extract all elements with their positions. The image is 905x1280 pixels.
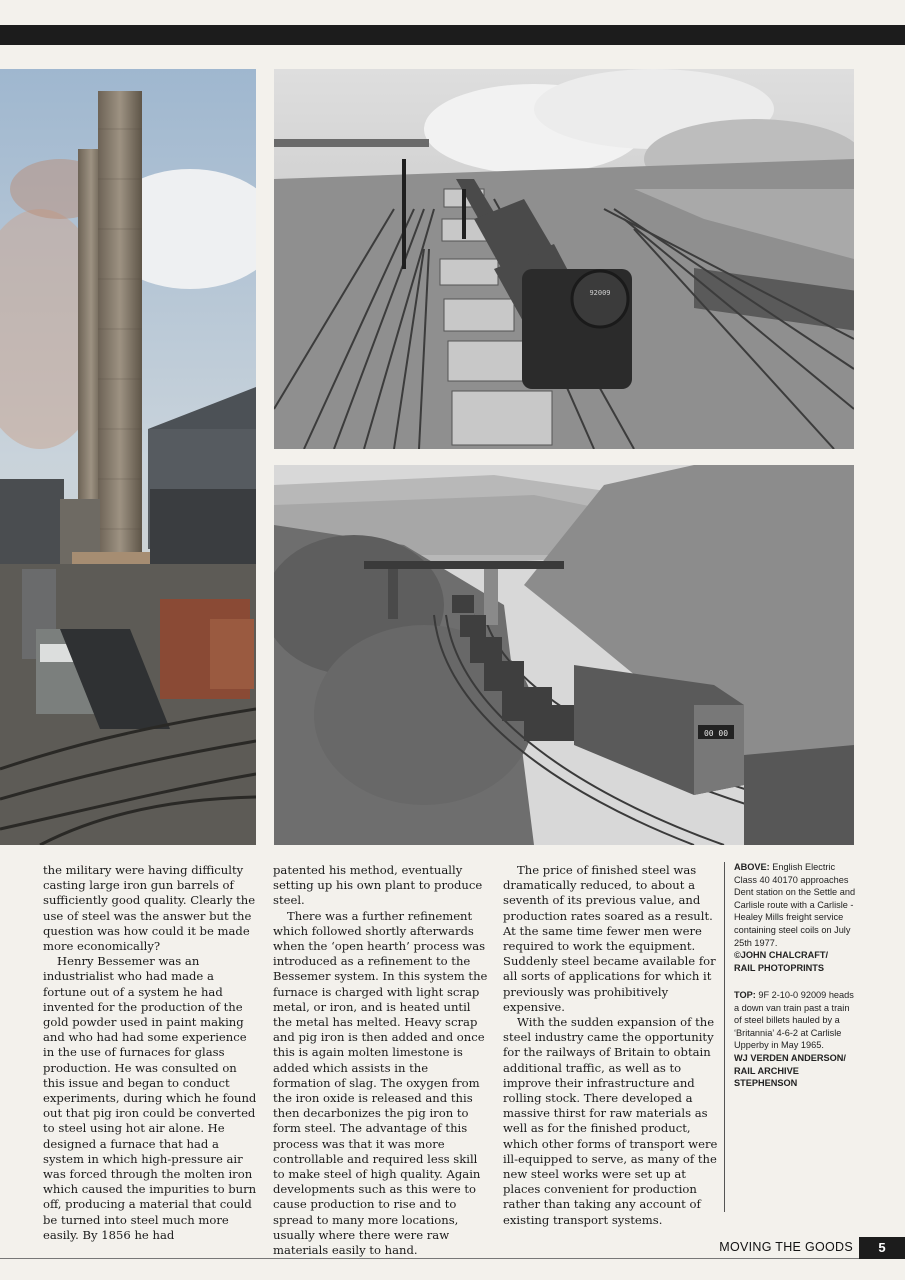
caption-text: 9F 2-10-0 92009 heads a down van train past a train of steel billets hauled by a ‘Britannia’ 4-6-2 at Carlisle Upperby in May 1965. [734, 990, 854, 1051]
body-column-1 [43, 863, 259, 1243]
caption-label: TOP: [734, 990, 756, 1000]
paragraph: There was a further refinement which followed shortly afterwards when the ‘open hearth’ process was introduced as a refinement to the Bessemer system. In this system the furnace is charged with light scrap metal, or iron, and is heated until the metal has melted. Heavy scrap and pig iron is then added and once this is again molten limestone is added which assists in the formation of slag. The oxygen from the iron oxide is released and this then decarbonizes the pig iron to form steel. The advantage of this process was that it was more controllable and required less skill to make steel of high quality. Again developments such as this were to cause production to rise and to spread to many more locations, usually where there were raw materials easily to hand. [273, 908, 488, 1258]
photo-steam-locomotive [274, 69, 854, 449]
page-number: 5 [859, 1237, 905, 1259]
caption-above [734, 861, 859, 974]
photo-credit: RAIL PHOTOPRINTS [734, 962, 825, 973]
photo-credit: ©JOHN CHALCRAFT/ [734, 950, 829, 961]
steelworks-illustration [0, 69, 256, 845]
body-column-3 [503, 863, 719, 1228]
photo-diesel-locomotive [274, 465, 854, 845]
caption-top [734, 989, 859, 1090]
paragraph: Henry Bessemer was an industrialist who had made a fortune out of a system he had invented for the production of the gold powder used in paint making and who had had some experience in the use of furnaces for glass production. He was consulted on this issue and began to conduct experiments, during which he found out that pig iron could be converted to steel using hot air alone. He designed a furnace that had a system in which high-pressure air was forced through the molten iron which caused the impurities to burn off, producing a material that could be turned into steel much more easily. By 1856 he had [43, 954, 257, 1242]
paragraph: the military were having difficulty casting large iron gun barrels of sufficiently good quality. Clearly the use of steel was the answer but the question was how could it be made more economically? [43, 863, 256, 954]
caption-divider [724, 862, 725, 1212]
headcode-panel: 00 00 [703, 729, 729, 738]
steam-train-illustration [274, 69, 854, 449]
photo-credit: WJ VERDEN ANDERSON/ [734, 1052, 846, 1063]
running-title: MOVING THE GOODS [719, 1240, 853, 1254]
caption-label: ABOVE: [734, 862, 770, 872]
footer-rule [0, 1258, 905, 1259]
paragraph: With the sudden expansion of the steel industry came the opportunity for the railways of Britain to obtain additional traffic, as well as to improve their infrastructure and rolling stock. There developed a massive thirst for raw materials as well as for the finished product, which other forms of transport were ill-equipped to serve, as many of the new steel works were set up at places convenient for production rather than taking any account of existing transport systems. [503, 1015, 718, 1227]
smokebox-number: 92009 [589, 289, 611, 297]
caption-text: English Electric Class 40 40170 approaches Dent station on the Settle and Carlisle route with a Carlisle - Healey Mills freight service containing steel coils on July 25th 1977. [734, 862, 856, 948]
header-bar [0, 25, 905, 45]
paragraph: patented his method, eventually setting up his own plant to produce steel. [273, 863, 483, 908]
body-column-2 [273, 863, 489, 1258]
photo-steelworks-chimneys [0, 69, 256, 845]
paragraph: The price of finished steel was dramatically reduced, to about a seventh of its previous value, and production rates soared as a result. At the same time fewer men were required to work the equipment. Suddenly steel became available for all sorts of applications for which it previously was prohibitively expensive. [503, 863, 716, 1014]
diesel-train-illustration [274, 465, 854, 845]
photo-credit: RAIL ARCHIVE STEPHENSON [734, 1065, 799, 1089]
